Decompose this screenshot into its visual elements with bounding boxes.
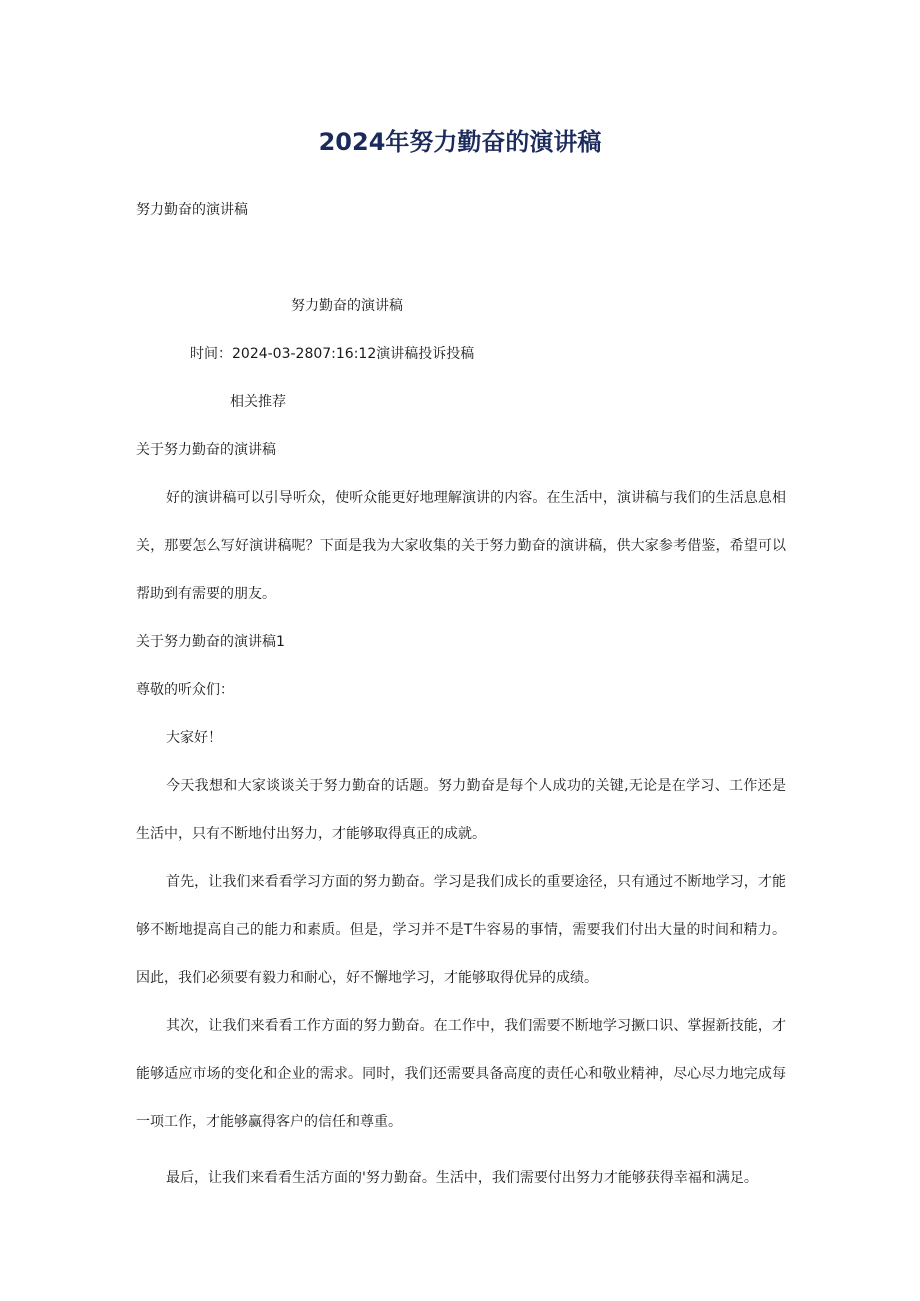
salutation: 尊敬的听众们： [136,682,234,698]
body-paragraph-2: 首先，让我们来看看学习方面的努力勤奋。学习是我们成长的重要途径，只有通过不断地学习，才能够不断地提高自己的能力和素质。但是，学习并不是T牛容易的事情，需要我们付出大量的时间和精力。因此，我们必须要有毅力和耐心，好不懈地学习，才能够取得优异的成绩。 [136,874,786,986]
body-paragraph-1: 今天我想和大家谈谈关于努力勤奋的话题。努力勤奋是每个人成功的关键,无论是在学习、工作还是生活中，只有不断地付出努力，才能够取得真正的成就。 [136,778,786,842]
body-paragraph-4: 最后，让我们来看看生活方面的'努力勤奋。生活中，我们需要付出努力才能够获得幸福和满足。 [166,1170,758,1186]
subtitle: 努力勤奋的演讲稿 [136,202,248,218]
inner-title: 努力勤奋的演讲稿 [291,298,403,314]
speech-heading: 关于努力勤奋的演讲稿1 [136,634,285,650]
document-title: 2024年努力勤奋的演讲稿 [318,128,602,156]
meta-line: 时间：2024-03-2807:16:12演讲稿投诉投稿 [190,346,475,362]
related-recommendations: 相关推荐 [230,394,286,410]
greeting: 大家好！ [166,730,222,746]
section-heading: 关于努力勤奋的演讲稿 [136,442,276,458]
body-paragraph-3: 其次，让我们来看看工作方面的努力勤奋。在工作中，我们需要不断地学习撅口识、掌握新技能，才能够适应市场的变化和企业的需求。同时，我们还需要具备高度的责任心和敬业精神，尽心尽力地完成每一项工作，才能够赢得客户的信任和尊重。 [136,1018,786,1130]
intro-paragraph: 好的演讲稿可以引导听众，使听众能更好地理解演讲的内容。在生活中，演讲稿与我们的生活息息相关，那要怎么写好演讲稿呢？下面是我为大家收集的关于努力勤奋的演讲稿，供大家参考借鉴，希望可以帮助到有需要的朋友。 [136,490,786,602]
